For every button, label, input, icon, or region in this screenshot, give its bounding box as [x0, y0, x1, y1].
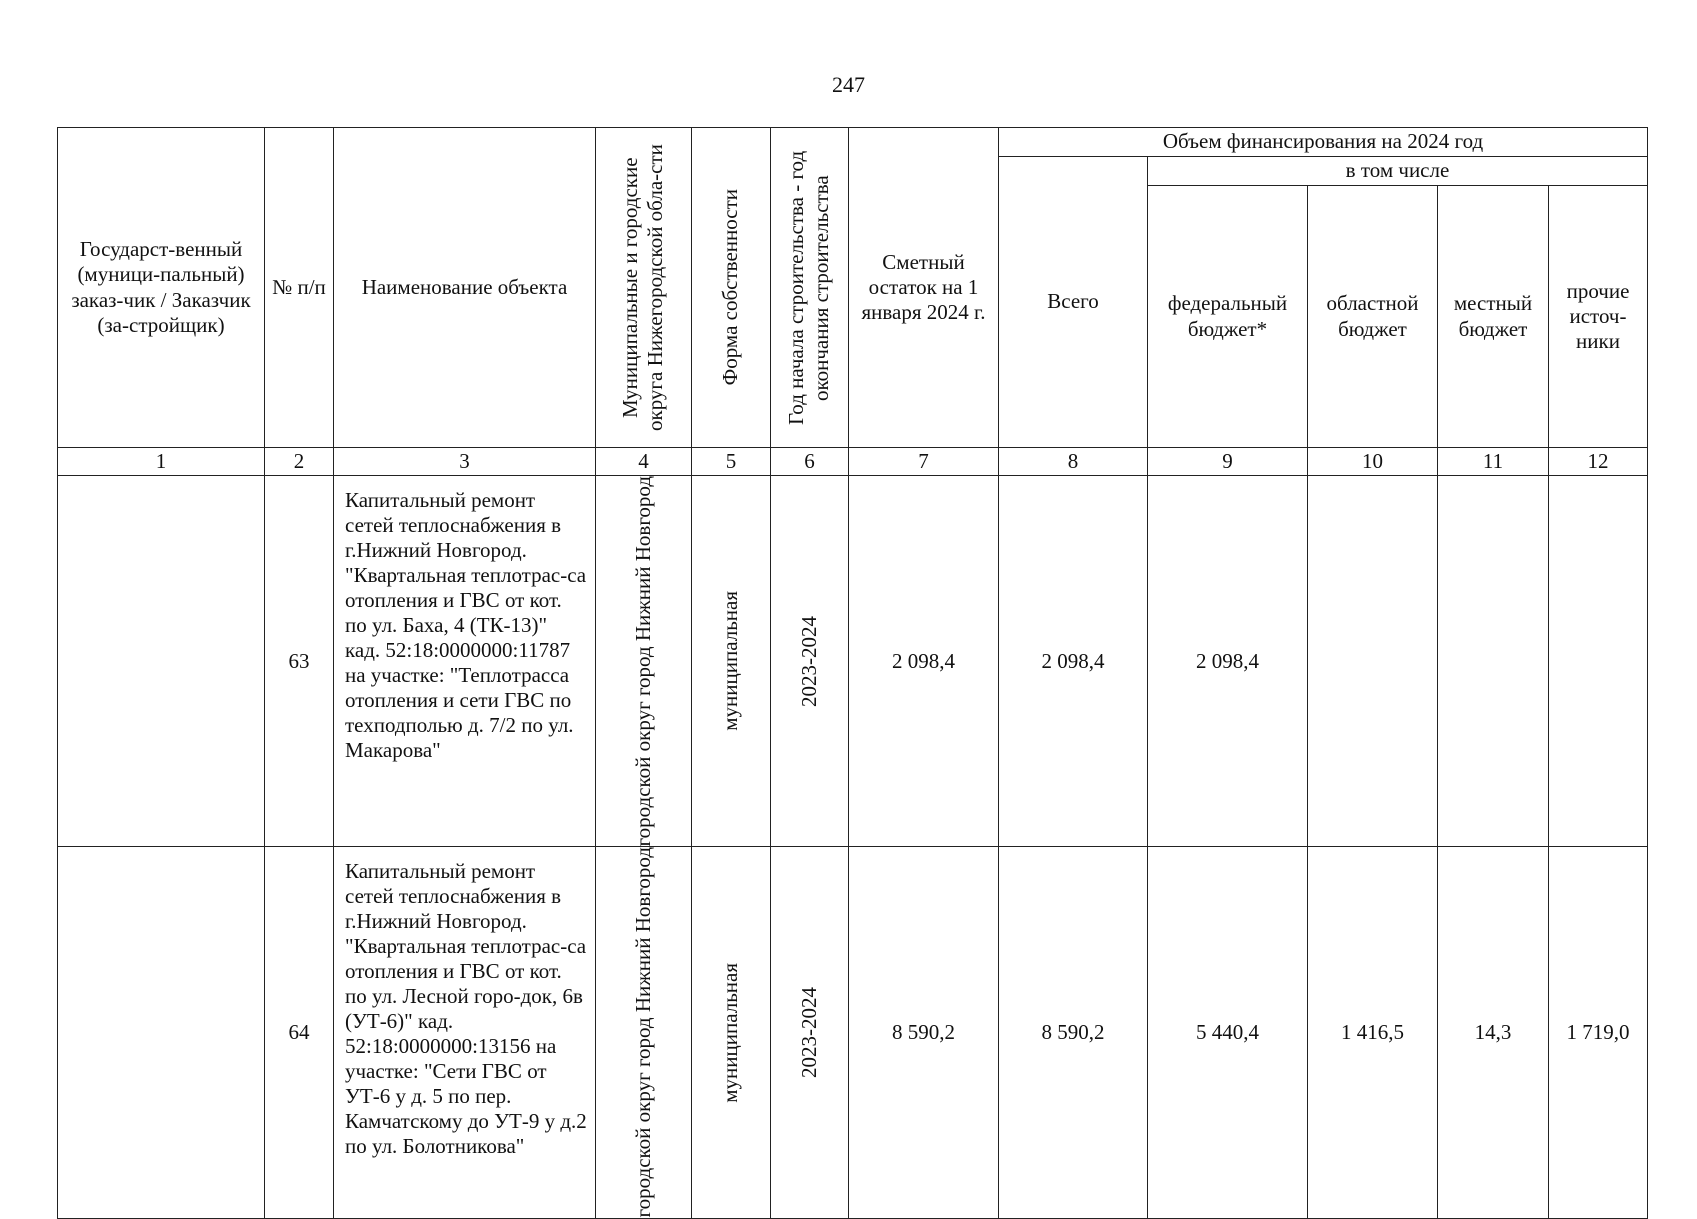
financing-table [57, 127, 1648, 1219]
customer-cell [58, 476, 265, 847]
column-number: 6 [771, 448, 849, 476]
column-number: 10 [1308, 448, 1438, 476]
header-funding-group: Объем финансирования на 2024 год [999, 128, 1648, 157]
column-number: 4 [596, 448, 692, 476]
header-regional: областной бюджет [1308, 186, 1438, 448]
header-ownership: Форма собственности [692, 128, 771, 448]
header-other: прочие источ-ники [1549, 186, 1648, 448]
object-name-cell: Капитальный ремонт сетей теплоснабжения в г.Нижний Новгород. "Квартальная теплотрас-са отопления и ГВС от кот. по ул. Баха, 4 (ТК-13)" кад. 52:18:0000000:11787 на участке: "Теплотрасса отопления и сети ГВС по техподполью д. 7/2 по ул. Макарова" [334, 476, 596, 847]
number-cell: 64 [265, 847, 334, 1218]
regional-cell [1308, 476, 1438, 847]
column-number: 9 [1148, 448, 1308, 476]
column-number: 1 [58, 448, 265, 476]
column-number: 3 [334, 448, 596, 476]
column-number: 12 [1549, 448, 1648, 476]
header-federal: федеральный бюджет* [1148, 186, 1308, 448]
estimate-cell: 8 590,2 [849, 847, 999, 1218]
total-cell: 2 098,4 [999, 476, 1148, 847]
page-number: 247 [832, 72, 865, 97]
municipality-cell: городской округ город Нижний Новгород [596, 847, 692, 1218]
column-number: 2 [265, 448, 334, 476]
column-number: 8 [999, 448, 1148, 476]
years-cell: 2023-2024 [771, 847, 849, 1218]
ownership-cell: муниципальная [692, 476, 771, 847]
table-row [58, 847, 1648, 1218]
header-including: в том числе [1148, 157, 1648, 186]
years-cell: 2023-2024 [771, 476, 849, 847]
header-estimate: Сметный остаток на 1 января 2024 г. [849, 128, 999, 448]
header-object-name: Наименование объекта [334, 128, 596, 448]
federal-cell: 2 098,4 [1148, 476, 1308, 847]
object-name-cell: Капитальный ремонт сетей теплоснабжения в г.Нижний Новгород. "Квартальная теплотрас-са отопления и ГВС от кот. по ул. Лесной горо-док, 6в (УТ-6)" кад. 52:18:0000000:13156 на участке: "Сети ГВС от УТ-6 у д. 5 по пер. Камчатскому до УТ-9 у д.2 по ул. Болотникова" [334, 847, 596, 1218]
local-cell [1438, 476, 1549, 847]
column-number: 11 [1438, 448, 1549, 476]
other-cell [1549, 476, 1648, 847]
table-row [58, 476, 1648, 847]
column-number-row [58, 448, 1648, 476]
estimate-cell: 2 098,4 [849, 476, 999, 847]
header-number: № п/п [265, 128, 334, 448]
federal-cell: 5 440,4 [1148, 847, 1308, 1218]
header-local: местный бюджет [1438, 186, 1549, 448]
header-total: Всего [999, 157, 1148, 448]
regional-cell: 1 416,5 [1308, 847, 1438, 1218]
header-municipality: Муниципальные и городские округа Нижегородской обла-сти [596, 128, 692, 448]
local-cell: 14,3 [1438, 847, 1549, 1218]
total-cell: 8 590,2 [999, 847, 1148, 1218]
other-cell: 1 719,0 [1549, 847, 1648, 1218]
column-number: 5 [692, 448, 771, 476]
customer-cell [58, 847, 265, 1218]
number-cell: 63 [265, 476, 334, 847]
municipality-cell: городской округ город Нижний Новгород [596, 476, 692, 847]
column-number: 7 [849, 448, 999, 476]
ownership-cell: муниципальная [692, 847, 771, 1218]
header-years: Год начала строительства - год окончания строительства [771, 128, 849, 448]
header-customer: Государст-венный (муници-пальный) заказ-чик / Заказчик (за-стройщик) [58, 128, 265, 448]
